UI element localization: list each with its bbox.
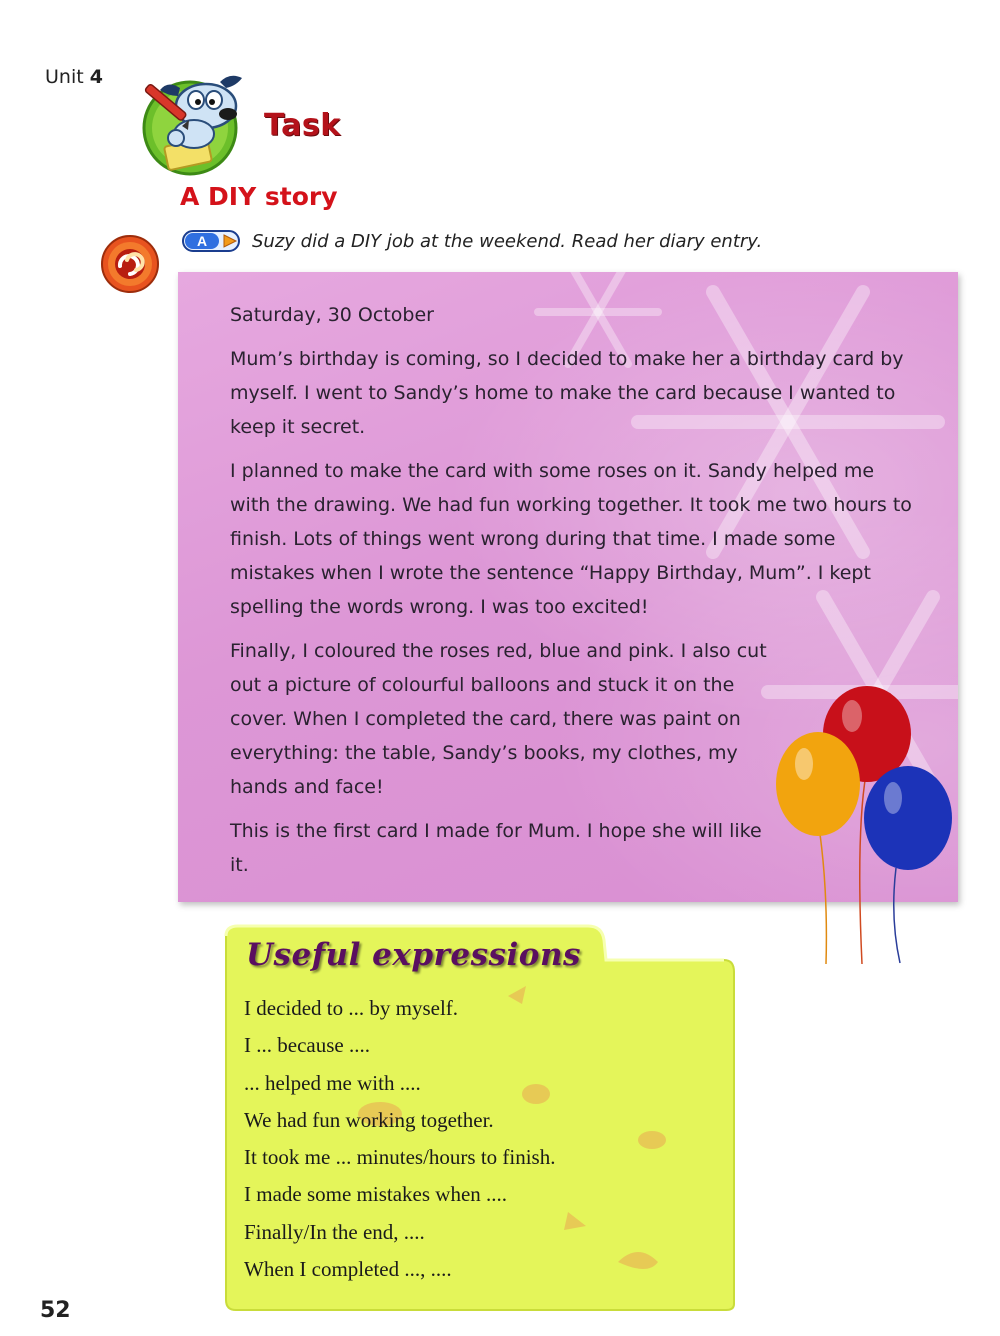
unit-label: Unit 4 xyxy=(45,66,103,88)
activity-a-badge xyxy=(182,230,240,252)
expression-item: ... helped me with .... xyxy=(244,1070,421,1095)
expression-item: I made some mistakes when .... xyxy=(244,1182,508,1207)
section-title: A DIY story xyxy=(180,182,338,211)
expression-item: It took me ... minutes/hours to finish. xyxy=(244,1145,556,1170)
expression-item: I ... because .... xyxy=(244,1033,370,1058)
expression-item: Finally/In the end, .... xyxy=(244,1219,425,1244)
diary-paragraph: Finally, I coloured the roses red, blue and pink. I also cut out a picture of colourful balloons and stuck it on the cover. When I completed the card, there was paint on everything: the table, Sandy’s books, my clothes, my hands and face! xyxy=(230,640,767,798)
audio-cd-icon[interactable] xyxy=(100,234,160,294)
page-number: 52 xyxy=(40,1298,71,1323)
activity-a-label: A xyxy=(196,233,208,249)
expression-item: I decided to ... by myself. xyxy=(244,996,459,1020)
diary-paragraph: Mum’s birthday is coming, so I decided to make her a birthday card by myself. I went to Sandy’s home to make the card because I wanted to keep it secret. xyxy=(230,348,904,438)
expression-item: When I completed ..., .... xyxy=(244,1257,452,1282)
balloons-icon xyxy=(768,684,968,969)
instruction-text: Suzy did a DIY job at the weekend. Read her diary entry. xyxy=(252,231,763,252)
diary-paragraph: I planned to make the card with some roses on it. Sandy helped me with the drawing. We had fun working together. It took me two hours to finish. Lots of things went wrong during that time. I made some mistakes when I wrote the sentence “Happy Birthday, Mum”. I kept spelling the words wrong. I was too excited! xyxy=(230,460,912,618)
useful-expressions-list xyxy=(244,990,555,1288)
useful-expressions-title: Useful expressions xyxy=(246,937,581,973)
diary-paragraph: This is the first card I made for Mum. I hope she will like it. xyxy=(230,820,762,876)
task-title: Task xyxy=(264,108,341,143)
diary-date: Saturday, 30 October xyxy=(230,304,434,326)
expression-item: We had fun working together. xyxy=(244,1107,494,1132)
dog-mascot-icon xyxy=(136,68,256,178)
